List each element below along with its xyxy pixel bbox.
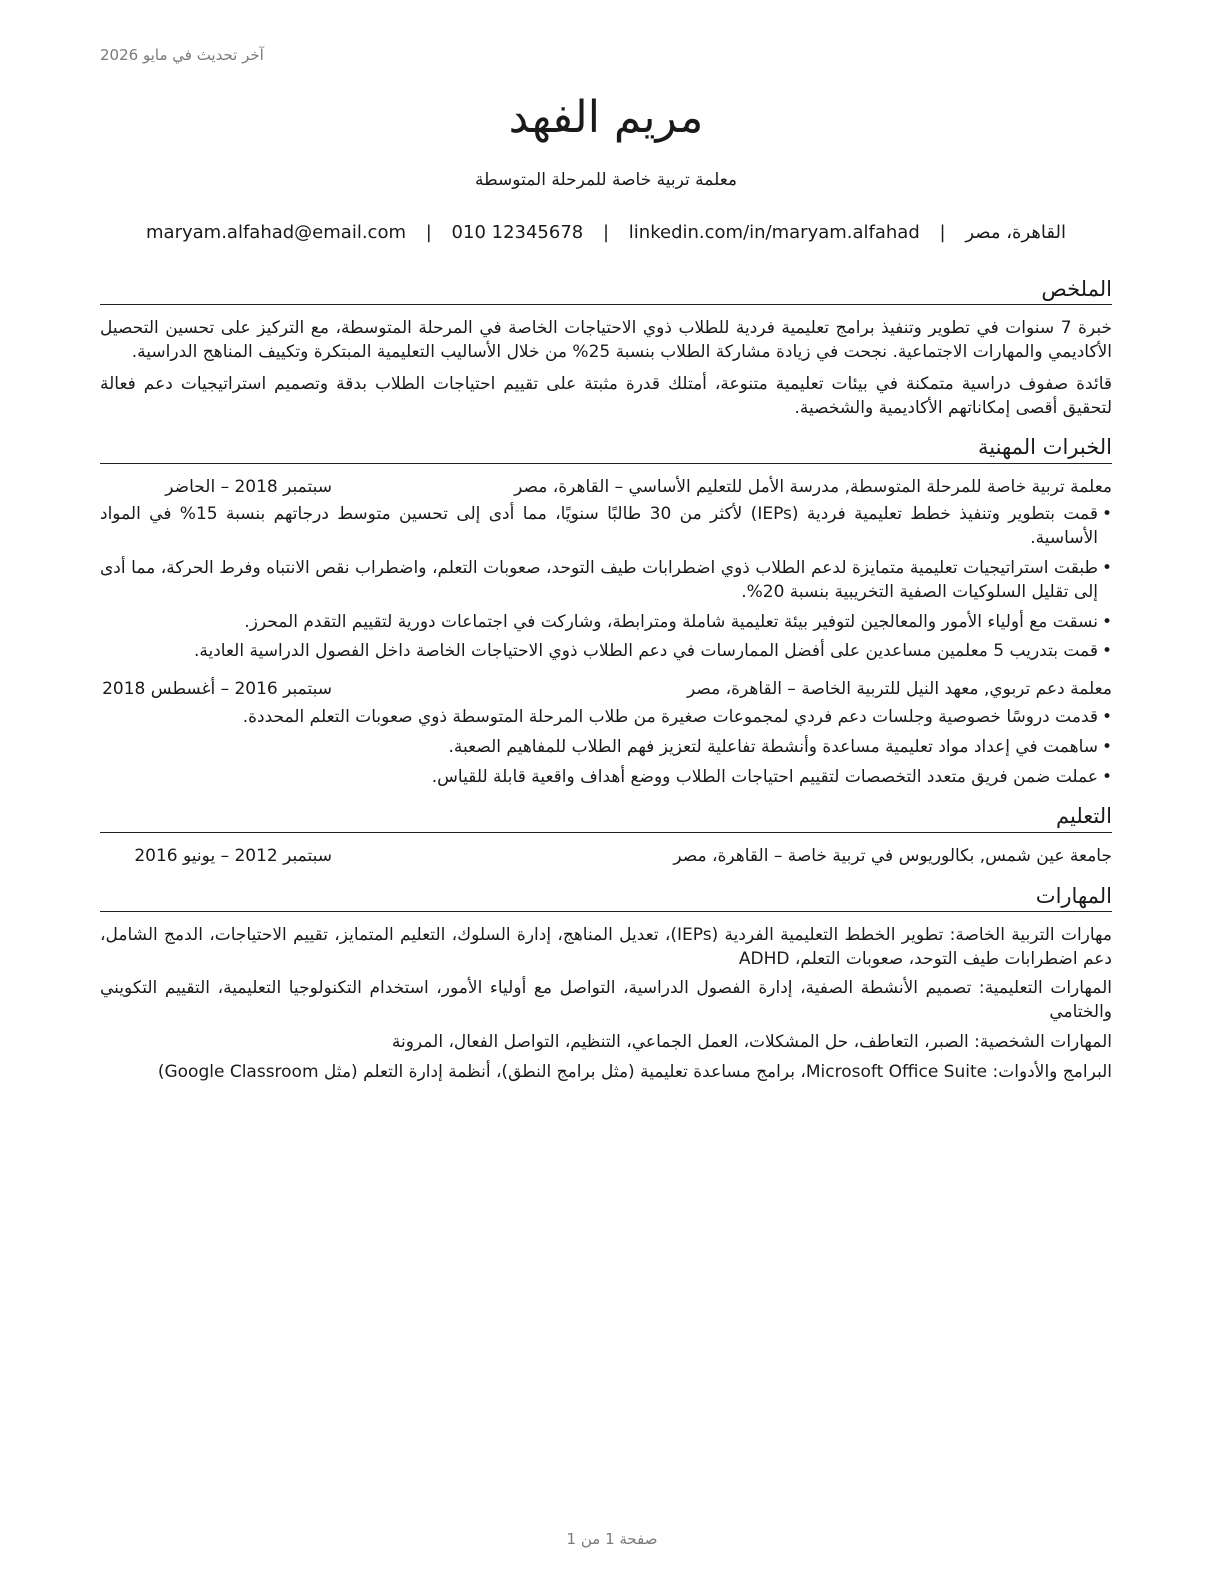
job-header: [100, 678, 1112, 702]
contact-phone: 010 12345678: [451, 222, 584, 243]
job-bullets: [100, 503, 1112, 664]
summary-section: [100, 276, 1112, 420]
job-bullets: [100, 706, 1112, 789]
contact-linkedin[interactable]: linkedin.com/in/maryam.alfahad: [628, 222, 920, 243]
candidate-title: معلمة تربية خاصة للمرحلة المتوسطة: [474, 170, 738, 190]
contact-separator: |: [425, 222, 432, 243]
skill-line: المهارات الشخصية: الصبر، التعاطف، حل المشكلات، العمل الجماعي، التنظيم، التواصل الفعال، المرونة: [391, 1031, 1112, 1052]
contact-separator: |: [939, 222, 946, 243]
skill-line: مهارات التربية الخاصة: تطوير الخطط التعليمية الفردية (IEPs)، تعديل المناهج، إدارة السلوك، التعليم المتمايز، تقييم الاحتياجات، الدمج الشامل، دعم اضطرابات طيف التوحد، صعوبات التعلم، ADHD: [100, 924, 1112, 969]
job-bullet: • قمت بتطوير وتنفيذ خطط تعليمية فردية (IEPs) لأكثر من 30 طالبًا سنويًا، مما أدى إلى تحسين متوسط درجاتهم بنسبة 15% في المواد الأساسية.: [100, 503, 1112, 551]
education-section: [100, 803, 1112, 868]
experience-section: [100, 434, 1112, 789]
summary-paragraph: خبرة 7 سنوات في تطوير وتنفيذ برامج تعليمية فردية للطلاب ذوي الاحتياجات الخاصة في المرحلة المتوسطة، مع التركيز على تحسين التحصيل الأكاديمي والمهارات الاجتماعية. نجحت في زيادة مشاركة الطلاب بنسبة 25% من خلال الأساليب التعليمية المبتكرة وتكييف المناهج الدراسية.: [100, 318, 1112, 363]
job-bullet: • قمت بتدريب 5 معلمين مساعدين على أفضل الممارسات في دعم الطلاب ذوي الاحتياجات الخاصة داخل الفصول الدراسية العادية.: [100, 640, 1112, 664]
job-role: معلمة تربية خاصة للمرحلة المتوسطة, مدرسة الأمل للتعليم الأساسي – القاهرة، مصر: [514, 476, 1112, 497]
skills-section: [100, 883, 1112, 1085]
education-entry: [100, 845, 1112, 869]
education-degree: جامعة عين شمس, بكالوريوس في تربية خاصة – القاهرة، مصر: [673, 845, 1112, 866]
page-number: صفحة 1 من 1: [566, 1530, 658, 1548]
resume-content: [100, 276, 1112, 1099]
section-heading-experience: الخبرات المهنية: [100, 434, 1112, 463]
section-heading-education: التعليم: [100, 803, 1112, 832]
contact-line: [100, 222, 1112, 243]
skill-line: البرامج والأدوات: Microsoft Office Suite، برامج مساعدة تعليمية (مثل برامج النطق)، أنظمة إدارة التعلم (مثل Google Classroom): [157, 1061, 1112, 1082]
contact-location: القاهرة، مصر: [965, 222, 1066, 243]
section-heading-summary: الملخص: [100, 276, 1112, 305]
summary-paragraph: قائدة صفوف دراسية متمكنة في بيئات تعليمية متنوعة، أمتلك قدرة مثبتة على تقييم احتياجات الطلاب بدقة وتصميم استراتيجيات دعم فعالة لتحقيق أقصى إمكاناتهم الأكاديمية والشخصية.: [100, 373, 1112, 418]
last-updated: آخر تحديث في مايو 2026: [100, 46, 264, 64]
skill-line: المهارات التعليمية: تصميم الأنشطة الصفية، إدارة الفصول الدراسية، التواصل مع أولياء الأمور، استخدام التكنولوجيا التعليمية، التقييم التكويني والختامي: [100, 978, 1112, 1023]
job-dates: سبتمبر 2018 – الحاضر: [165, 476, 332, 497]
job-bullet: • نسقت مع أولياء الأمور والمعالجين لتوفير بيئة تعليمية شاملة ومترابطة، وشاركت في اجتماعات دورية لتقييم التقدم المحرز.: [100, 611, 1112, 635]
education-dates: سبتمبر 2012 – يونيو 2016: [134, 845, 332, 866]
job-bullet: • طبقت استراتيجيات تعليمية متمايزة لدعم الطلاب ذوي اضطرابات طيف التوحد، صعوبات التعلم، واضطراب نقص الانتباه وفرط الحركة، مما أدى إلى تقليل السلوكيات الصفية التخريبية بنسبة 20%.: [100, 557, 1112, 605]
contact-separator: |: [602, 222, 610, 243]
job-role: معلمة دعم تربوي, معهد النيل للتربية الخاصة – القاهرة، مصر: [686, 679, 1112, 700]
job-header: [100, 476, 1112, 500]
job-bullet: • ساهمت في إعداد مواد تعليمية مساعدة وأنشطة تفاعلية لتعزيز فهم الطلاب للمفاهيم الصعبة.: [100, 736, 1112, 760]
contact-email[interactable]: maryam.alfahad@email.com: [146, 222, 406, 243]
job-bullet: • عملت ضمن فريق متعدد التخصصات لتقييم احتياجات الطلاب ووضع أهداف واقعية قابلة للقياس.: [100, 766, 1112, 790]
candidate-name: مريم الفهد: [508, 92, 704, 143]
job-bullet: • قدمت دروسًا خصوصية وجلسات دعم فردي لمجموعات صغيرة من طلاب المرحلة المتوسطة ذوي صعوبات التعلم المحددة.: [100, 706, 1112, 730]
job-dates: سبتمبر 2016 – أغسطس 2018: [102, 679, 332, 700]
section-heading-skills: المهارات: [100, 883, 1112, 912]
